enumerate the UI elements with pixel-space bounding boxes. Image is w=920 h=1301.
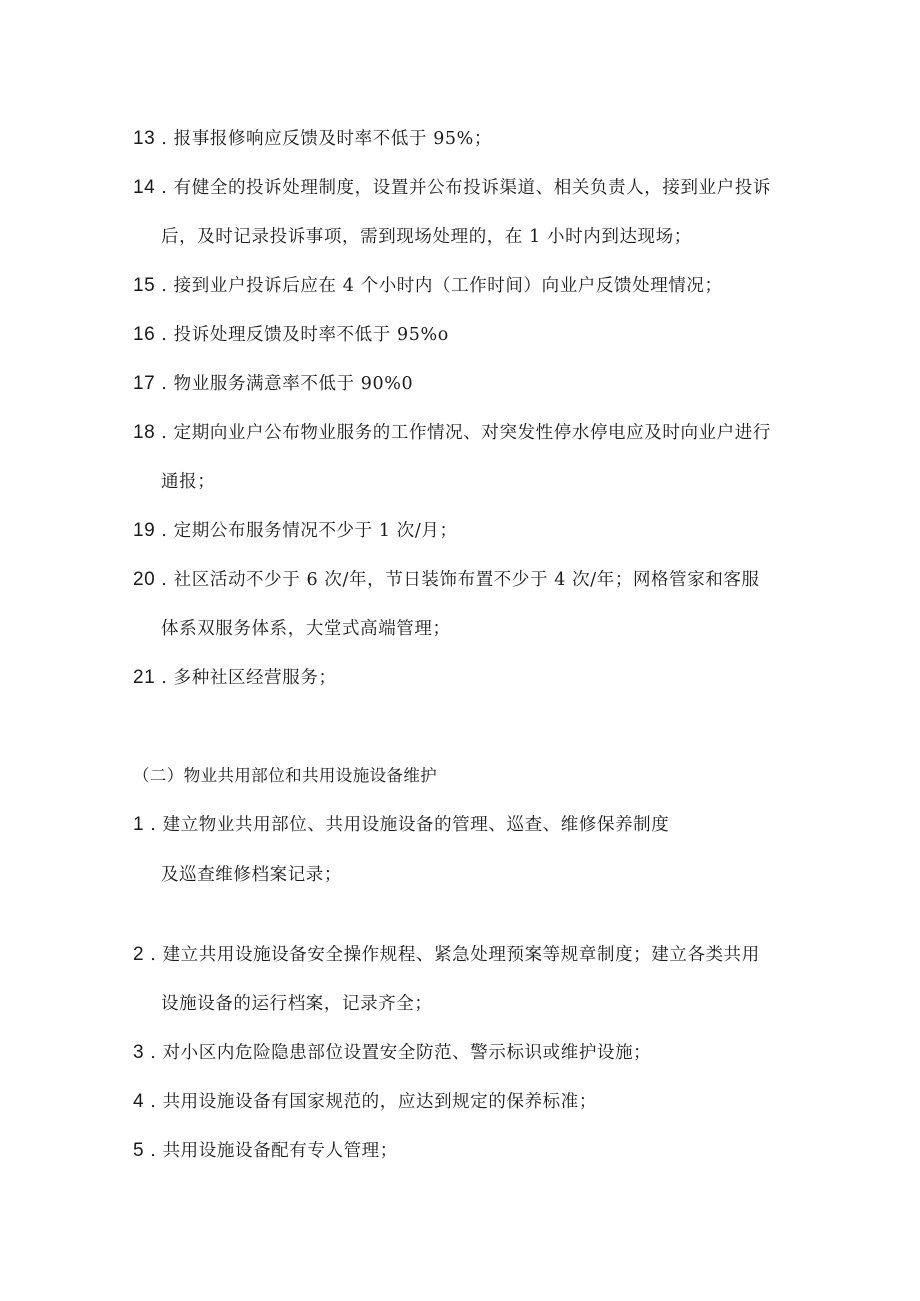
item-number: 5 <box>133 1140 145 1161</box>
item-text: 接到业户投诉后应在 4 个小时内（工作时间）向业户反馈处理情况； <box>173 276 723 296</box>
item-text: 投诉处理反馈及时率不低于 95%o <box>173 325 449 345</box>
item-number: 3 <box>133 1042 145 1063</box>
item-separator: . <box>155 374 174 394</box>
item-separator: . <box>144 1141 163 1161</box>
section-heading <box>133 765 437 787</box>
item-number: 21 <box>133 667 156 688</box>
item-text: 及巡查维修档案记录； <box>161 865 342 885</box>
list-item-18-continuation <box>161 471 215 493</box>
item-number: 14 <box>133 177 156 198</box>
list-item-1-continuation <box>161 864 342 886</box>
list-item-21 <box>133 667 337 689</box>
item-number: 15 <box>133 275 156 296</box>
list-item-14-continuation <box>161 226 692 248</box>
item-text: 建立共用设施设备安全操作规程、紧急处理预案等规章制度；建立各类共用 <box>162 945 760 965</box>
item-number: 13 <box>133 128 156 149</box>
item-text: 多种社区经营服务； <box>173 668 337 688</box>
item-separator: . <box>144 815 163 835</box>
item-number: 20 <box>133 569 156 590</box>
item-separator: . <box>155 570 174 590</box>
item-text: 共用设施设备有国家规范的，应达到规定的保养标准； <box>162 1092 597 1112</box>
list-item-2 <box>133 944 760 966</box>
item-separator: . <box>155 276 174 296</box>
item-number: 17 <box>133 373 156 394</box>
list-item-20-continuation <box>161 618 451 640</box>
item-separator: . <box>155 423 174 443</box>
list-item-3 <box>133 1042 651 1064</box>
list-item-16 <box>133 324 449 346</box>
list-item-15 <box>133 275 723 297</box>
heading-text: （二）物业共用部位和共用设施设备维护 <box>133 766 438 785</box>
item-text: 定期向业户公布物业服务的工作情况、对突发性停水停电应及时向业户进行 <box>173 423 771 443</box>
item-text: 报事报修响应反馈及时率不低于 95%； <box>173 129 492 149</box>
item-text: 设施设备的运行档案，记录齐全； <box>161 994 433 1014</box>
item-text: 物业服务满意率不低于 90%0 <box>173 374 414 394</box>
item-text: 社区活动不少于 6 次/年，节日装饰布置不少于 4 次/年；网格管家和客服 <box>173 570 760 590</box>
item-text: 对小区内危险隐患部位设置安全防范、警示标识或维护设施； <box>162 1043 652 1063</box>
item-separator: . <box>155 521 174 541</box>
item-number: 18 <box>133 422 156 443</box>
item-text: 建立物业共用部位、共用设施设备的管理、巡查、维修保养制度 <box>162 815 670 835</box>
list-item-4 <box>133 1091 597 1113</box>
item-number: 1 <box>133 814 145 835</box>
list-item-5 <box>133 1140 398 1162</box>
list-item-14 <box>133 177 771 199</box>
item-separator: . <box>144 945 163 965</box>
item-separator: . <box>144 1043 163 1063</box>
list-item-19 <box>133 520 458 542</box>
item-number: 2 <box>133 944 145 965</box>
item-number: 19 <box>133 520 156 541</box>
item-separator: . <box>155 129 174 149</box>
item-number: 16 <box>133 324 156 345</box>
item-separator: . <box>155 178 174 198</box>
item-separator: . <box>155 325 174 345</box>
list-item-1 <box>133 814 669 836</box>
list-item-17 <box>133 373 413 395</box>
list-item-20 <box>133 569 760 591</box>
item-number: 4 <box>133 1091 145 1112</box>
item-text: 通报； <box>161 472 216 492</box>
item-text: 共用设施设备配有专人管理； <box>162 1141 398 1161</box>
item-text: 后，及时记录投诉事项，需到现场处理的，在 1 小时内到达现场； <box>161 227 692 247</box>
list-item-13 <box>133 128 492 150</box>
item-separator: . <box>155 668 174 688</box>
item-separator: . <box>144 1092 163 1112</box>
item-text: 有健全的投诉处理制度，设置并公布投诉渠道、相关负责人，接到业户投诉 <box>173 178 771 198</box>
list-item-2-continuation <box>161 993 433 1015</box>
list-item-18 <box>133 422 771 444</box>
item-text: 体系双服务体系，大堂式高端管理； <box>161 619 451 639</box>
item-text: 定期公布服务情况不少于 1 次/月； <box>173 521 458 541</box>
